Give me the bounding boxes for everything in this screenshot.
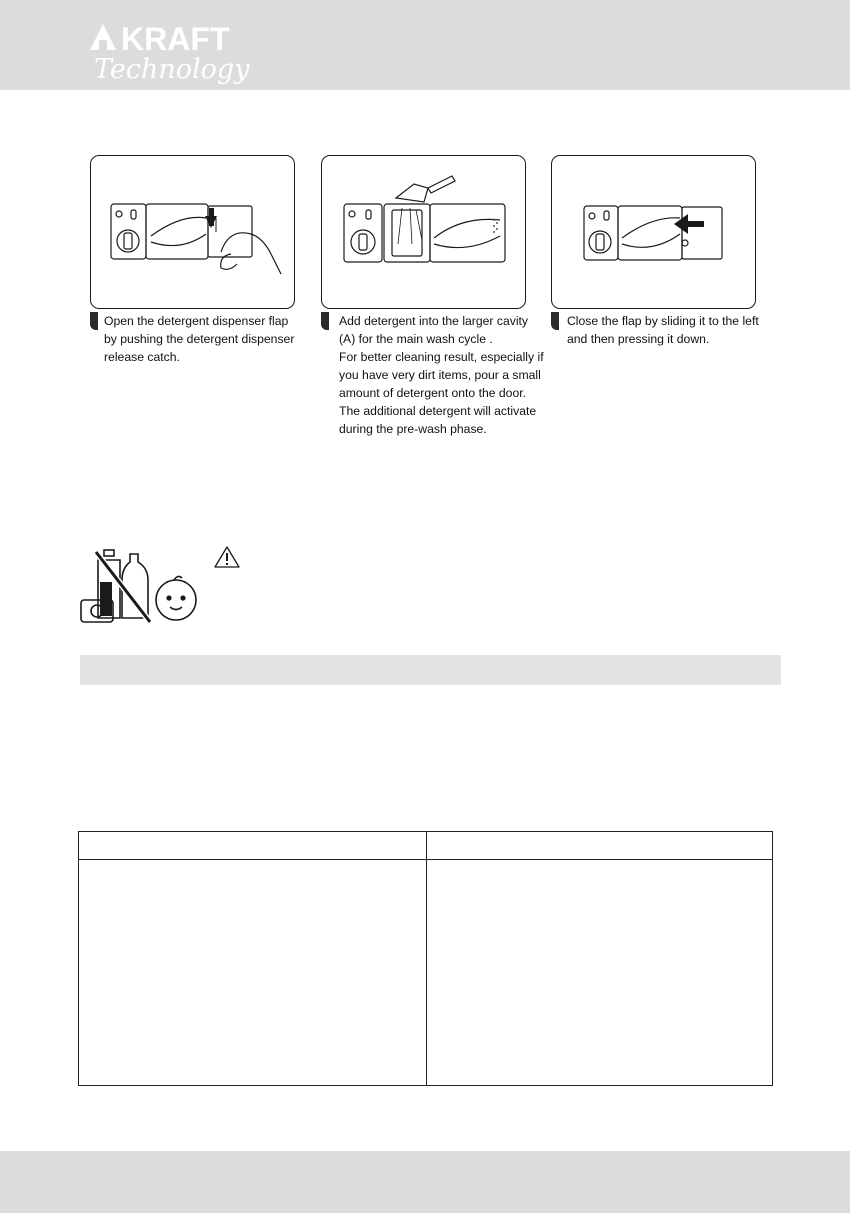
step-2-illustration [321,155,526,309]
step-2-line: you have very dirt items, pour a small [339,368,541,382]
step-2-line: (A) for the main wash cycle . [339,332,493,346]
step-1-line: release catch. [104,350,180,364]
section-heading-bar [80,655,781,685]
detergent-table [78,831,773,1086]
footer-band [0,1151,850,1213]
table-header-divider [79,859,772,860]
step-3-caption [567,312,782,348]
step-1-illustration [90,155,295,309]
step-2-caption [339,312,554,438]
step-2-line: amount of detergent onto the door. [339,386,527,400]
step-2-line: Add detergent into the larger cavity [339,314,529,328]
step-2-line: The additional detergent will activate [339,404,537,418]
step-1-line: Open the detergent dispenser flap [104,314,289,328]
table-column-divider [426,832,427,1085]
logo-brand: KRAFT [121,21,230,57]
warning-triangle-icon [214,546,240,568]
header-band [0,0,850,90]
step-1-line: by pushing the detergent dispenser [104,332,295,346]
step-1-caption [104,312,304,366]
keep-away-from-children-icon [78,544,206,624]
step-1-marker [90,312,98,330]
kraft-technology-logo [88,20,298,88]
step-2-line: For better cleaning result, especially if [339,350,544,364]
step-3-line: and then pressing it down. [567,332,710,346]
step-3-illustration [551,155,756,309]
step-2-marker [321,312,329,330]
logo-tagline: Technology [94,54,250,85]
step-3-line: Close the flap by sliding it to the left [567,314,759,328]
step-2-line: during the pre-wash phase. [339,422,487,436]
